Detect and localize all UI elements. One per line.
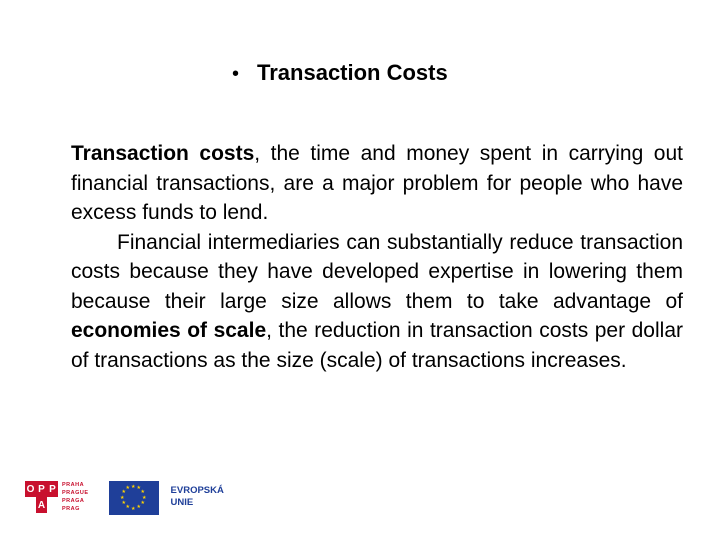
eu-star-icon: ★ — [140, 489, 146, 495]
opp-letter: O — [26, 483, 35, 495]
opp-blank-cell — [25, 497, 36, 513]
eu-star-icon: ★ — [131, 483, 136, 490]
praha-logo-text — [62, 481, 89, 513]
praha-line: PRAGA — [62, 498, 85, 504]
eu-line: EVROPSKÁ — [170, 485, 224, 496]
paragraph-2-text-a: Financial intermediaries can substantially reduce transaction costs because they have developed expertise in lowering them because their large size allows them to take advantage of — [71, 230, 683, 313]
eu-logo-text — [171, 481, 224, 509]
paragraph-1-text: , the time and money spent in carrying out financial transactions, are a major problem for people who have excess funds to lend. — [71, 142, 684, 224]
eu-star-icon: ★ — [121, 500, 126, 506]
opp-logo — [25, 481, 58, 513]
eu-star-icon: ★ — [121, 489, 126, 495]
title-bullet: • — [232, 63, 240, 85]
eu-line: UNIE — [170, 497, 194, 508]
eu-star-icon: ★ — [125, 484, 131, 491]
eu-star-icon: ★ — [136, 504, 142, 511]
eu-star-icon: ★ — [142, 494, 147, 501]
paragraph-2-text-b: , the reduction in transaction costs per dollar of transactions as the size (scale) of transactions increases. — [71, 319, 683, 372]
slide-title — [232, 60, 448, 86]
opp-letter: P — [49, 483, 56, 495]
slide-body — [71, 139, 683, 375]
footer-logos — [25, 481, 224, 515]
praha-line: PRAG — [62, 506, 80, 512]
eu-star-icon: ★ — [131, 505, 136, 512]
eu-star-icon: ★ — [120, 494, 125, 501]
title-text: Transaction Costs — [257, 60, 448, 85]
eu-flag-icon — [109, 481, 159, 515]
term-transaction-costs: Transaction costs — [71, 142, 255, 165]
paragraph-transaction-costs — [71, 139, 683, 228]
opp-letter: P — [38, 483, 45, 495]
eu-star-icon: ★ — [136, 484, 142, 491]
opp-blank-cell — [47, 497, 58, 513]
eu-star-icon: ★ — [125, 504, 131, 511]
paragraph-intermediaries — [71, 228, 683, 376]
eu-star-icon: ★ — [140, 500, 146, 506]
praha-line: PRAHA — [62, 482, 85, 488]
term-economies-of-scale: economies of scale — [71, 319, 267, 342]
praha-line: PRAGUE — [62, 490, 89, 496]
opp-letter: A — [37, 499, 46, 511]
